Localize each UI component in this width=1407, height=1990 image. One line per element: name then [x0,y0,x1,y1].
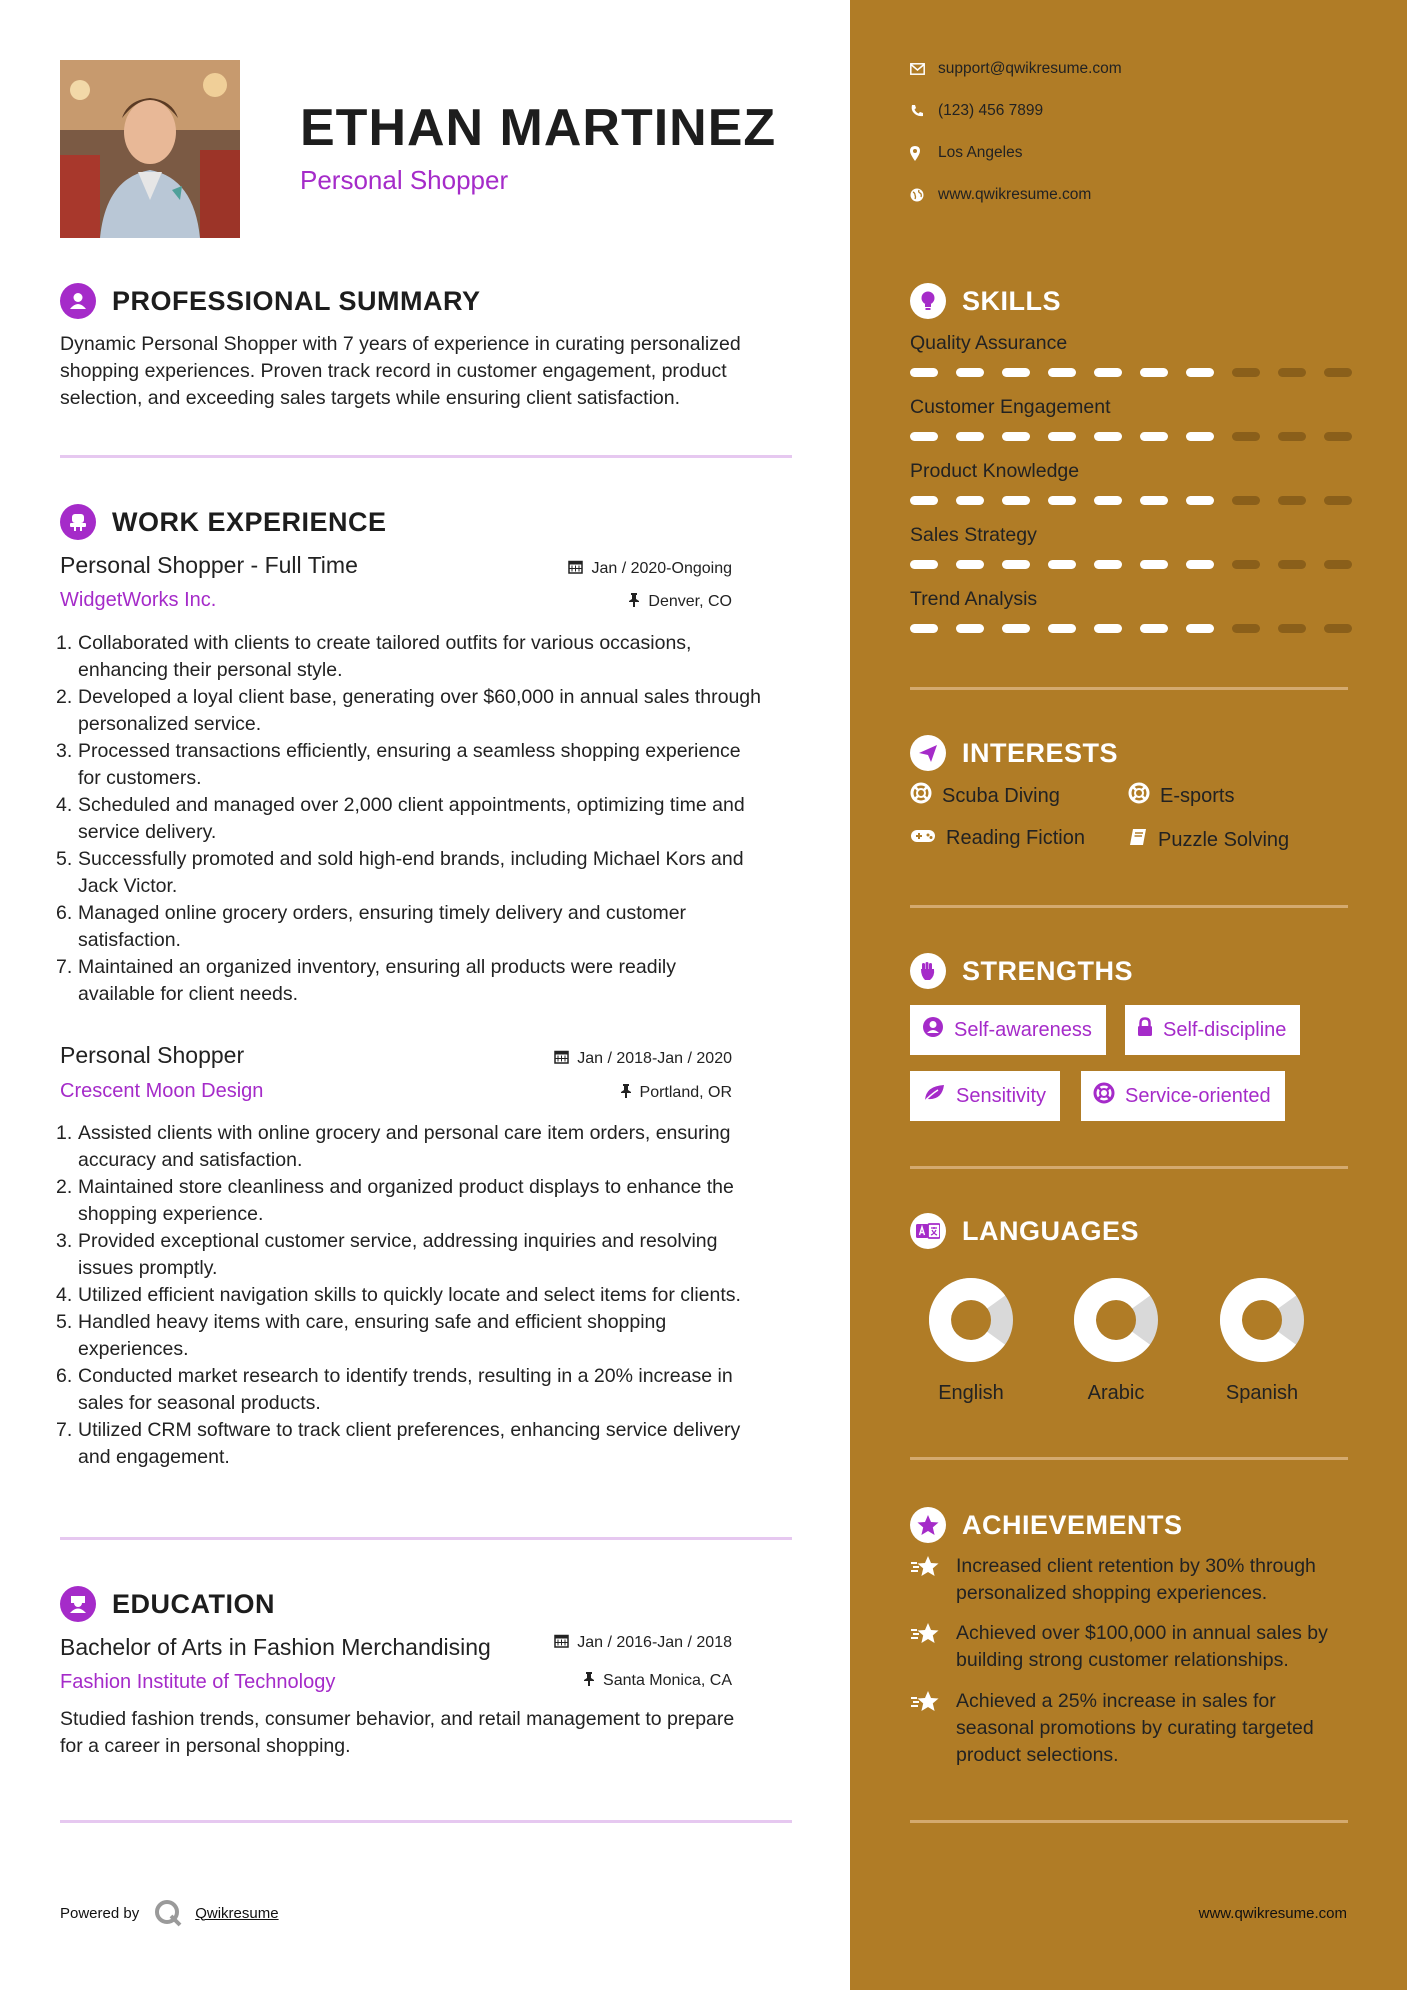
skill-dash-empty [1278,432,1306,441]
skill-dash-filled [956,624,984,633]
education-description [60,1706,800,1760]
skill-dash-filled [1048,560,1076,569]
translate-icon [910,1213,946,1249]
skill-dash-filled [1094,432,1122,441]
language-level-donut [928,1277,1014,1363]
skill-dash-filled [1186,496,1214,505]
job-dates [568,559,732,579]
paper-plane-icon [910,735,946,771]
skill-dash-filled [910,560,938,569]
job-dates-text: Jan / 2018-Jan / 2020 [577,1050,732,1067]
contact-email[interactable] [910,60,1122,78]
interest-label: Scuba Diving [942,784,1060,807]
education-dates [554,1633,732,1653]
skill-dash-filled [956,496,984,505]
contact-location [910,144,1022,162]
skill-dash-empty [1232,368,1260,377]
skill-dash-empty [1278,368,1306,377]
achievement-line: seasonal promotions by curating targeted [956,1717,1314,1739]
achievement-item [910,1620,1350,1674]
strength-label: Sensitivity [956,1084,1047,1107]
skill-name: Product Knowledge [910,460,1080,482]
lifebuoy-icon [910,782,932,810]
achievement-line: building strong customer relationships. [956,1649,1289,1671]
skill-dash-empty [1278,624,1306,633]
summary-line: selection, and exceeding sales targets while ensuring client satisfaction. [60,387,681,409]
language-name: English [938,1382,1004,1404]
job-dates [554,1049,732,1069]
skill-level-bar [910,368,1352,377]
skill-dash-filled [1002,560,1030,569]
contact-location-text: Los Angeles [938,144,1023,161]
candidate-role: Personal Shopper [300,165,509,195]
section-divider [60,1537,792,1540]
job-duties-list [56,630,800,1008]
calendar-icon [554,1049,569,1069]
skills-title: SKILLS [962,285,1062,316]
company-name: Crescent Moon Design [60,1080,264,1102]
pin-icon [628,592,640,612]
list-item: 6. Conducted market research to identify trends, resulting in a 20% increase in sales for seasonal products. [56,1365,733,1414]
skill-dash-filled [1002,496,1030,505]
achievement-line: Achieved over $100,000 in annual sales by [956,1622,1328,1644]
interest-label: Reading Fiction [946,827,1085,849]
graduate-icon [60,1586,96,1622]
contact-website[interactable] [910,186,1091,204]
skill-dash-filled [956,560,984,569]
skill-dash-filled [956,432,984,441]
interests-heading [910,735,1118,771]
skill-dash-filled [1140,560,1168,569]
powered-by [60,1898,279,1928]
contact-email-text[interactable]: support@qwikresume.com [938,60,1122,77]
skill-dash-empty [1232,496,1260,505]
education-line: Studied fashion trends, consumer behavior, and retail management to prepare [60,1708,735,1730]
skill-dash-empty [1324,368,1352,377]
achievement-line: product selections. [956,1744,1119,1766]
skill-dash-filled [1186,368,1214,377]
list-item: 6. Managed online grocery orders, ensuring timely delivery and customer satisfaction. [56,902,687,951]
company-name: WidgetWorks Inc. [60,589,217,611]
footer-website[interactable]: www.qwikresume.com [1198,1905,1347,1922]
education-title: EDUCATION [112,1588,275,1619]
list-item: 4. Scheduled and managed over 2,000 client appointments, optimizing time and service delivery. [56,794,745,843]
list-item: 2. Developed a loyal client base, generating over $60,000 in annual sales through personalized service. [56,686,761,735]
interest-item [1128,827,1289,853]
strength-chip [1081,1071,1285,1121]
skill-dash-filled [910,432,938,441]
skill-dash-filled [956,368,984,377]
section-divider [60,1820,792,1823]
list-item: 5. Handled heavy items with care, ensuring safe and efficient shopping experiences. [56,1311,667,1360]
gamepad-icon [910,827,936,850]
profile-photo [60,60,240,238]
powered-by-label: Powered by [60,1904,140,1922]
skill-dash-empty [1278,560,1306,569]
languages-heading [910,1213,1139,1249]
language-name: Arabic [1087,1382,1145,1404]
achievement-star-icon [910,1620,956,1674]
achievements-title: ACHIEVEMENTS [962,1509,1183,1540]
calendar-icon [554,1633,569,1653]
skill-dash-filled [1140,432,1168,441]
strengths-heading [910,953,1133,989]
sidebar-divider [910,687,1348,690]
sidebar-divider [910,1457,1348,1460]
education-line: for a career in personal shopping. [60,1735,351,1757]
fist-icon [910,953,946,989]
achievement-line: Increased client retention by 30% through [956,1555,1316,1577]
skill-dash-empty [1324,496,1352,505]
achievement-item [910,1688,1350,1769]
skills-heading [910,283,1061,319]
skill-dash-filled [1002,432,1030,441]
job-title: Personal Shopper - Full Time [60,552,358,578]
skill-dash-filled [1002,368,1030,377]
skill-dash-empty [1324,624,1352,633]
achievement-item [910,1553,1350,1607]
briefcase-icon [60,504,96,540]
list-item: 4. Utilized efficient navigation skills to quickly locate and select items for clients. [56,1284,741,1306]
skill-dash-filled [1048,432,1076,441]
skill-dash-empty [1232,432,1260,441]
skill-dash-empty [1232,560,1260,569]
education-location-text: Santa Monica, CA [603,1672,732,1689]
skill-dash-empty [1324,560,1352,569]
list-item: 7. Utilized CRM software to track client preferences, enhancing service delivery and engagement. [56,1419,741,1468]
degree-title: Bachelor of Arts in Fashion Merchandising [60,1634,491,1660]
book-icon [1128,827,1148,853]
education-location [583,1671,732,1691]
list-item: 1. Assisted clients with online grocery and personal care item orders, ensuring accuracy and satisfaction. [56,1122,731,1171]
candidate-name: ETHAN MARTINEZ [300,99,777,157]
list-item: 3. Processed transactions efficiently, ensuring a seamless shopping experience for customers. [56,740,741,789]
lifebuoy-icon [1128,782,1150,810]
job-location-text: Denver, CO [648,593,732,610]
interest-label: E-sports [1160,784,1235,807]
skill-level-bar [910,432,1352,441]
user-circle-icon [922,1016,944,1044]
work-heading [60,504,387,540]
interests-title: INTERESTS [962,737,1119,768]
summary-title: PROFESSIONAL SUMMARY [112,285,481,316]
lifebuoy-icon [1093,1082,1115,1110]
job-dates-text: Jan / 2020-Ongoing [591,560,732,577]
skill-level-bar [910,496,1352,505]
summary-line: shopping experiences. Proven track record in customer engagement, product [60,360,727,382]
skill-level-bar [910,624,1352,633]
list-item: 7. Maintained an organized inventory, ensuring all products were readily available for client needs. [56,956,676,1005]
skill-name: Trend Analysis [910,588,1038,610]
language-level-donut [1219,1277,1305,1363]
language-name: Spanish [1225,1382,1299,1404]
skill-dash-filled [1140,368,1168,377]
strength-chip [910,1071,1060,1121]
skill-dash-empty [1324,432,1352,441]
list-item: 1. Collaborated with clients to create tailored outfits for various occasions, enhancing their personal style. [56,632,692,681]
job-location [620,1083,732,1103]
strength-label: Self-discipline [1163,1018,1287,1041]
interest-item [910,827,1085,850]
contact-phone[interactable] [910,102,1043,120]
achievements-heading [910,1507,1183,1543]
language-level-donut [1073,1277,1159,1363]
skill-dash-filled [910,368,938,377]
skill-dash-filled [1048,624,1076,633]
section-divider [60,455,792,458]
strength-label: Service-oriented [1125,1084,1271,1107]
summary-text [60,331,800,412]
skill-name: Customer Engagement [910,396,1111,418]
strengths-title: STRENGTHS [962,955,1134,986]
skill-dash-filled [1094,496,1122,505]
achievement-line: personalized shopping experiences. [956,1582,1268,1604]
skill-dash-empty [1232,624,1260,633]
achievement-star-icon [910,1688,956,1769]
school-name: Fashion Institute of Technology [60,1671,336,1693]
sidebar-divider [910,905,1348,908]
job-title: Personal Shopper [60,1042,245,1068]
education-heading [60,1586,275,1622]
job-location-text: Portland, OR [639,1084,732,1101]
achievement-star-icon [910,1553,956,1607]
job-duties-list [56,1120,800,1471]
list-item: 5. Successfully promoted and sold high-end brands, including Michael Kors and Jack Victor. [56,848,744,897]
pin-icon [620,1083,632,1103]
strength-chip [1125,1005,1300,1055]
skill-dash-empty [1278,496,1306,505]
qwikresume-link[interactable]: Qwikresume [195,1904,279,1922]
skill-name: Quality Assurance [910,332,1068,354]
interest-item [910,782,1060,810]
interest-label: Puzzle Solving [1158,828,1290,851]
contact-phone-text[interactable]: (123) 456 7899 [938,102,1044,119]
globe-icon [910,188,938,202]
skill-dash-filled [1094,368,1122,377]
summary-heading [60,283,481,319]
user-icon [60,283,96,319]
skill-dash-filled [1140,496,1168,505]
skill-dash-filled [1140,624,1168,633]
lock-icon [1137,1017,1153,1043]
skill-name: Sales Strategy [910,524,1037,546]
calendar-icon [568,559,583,579]
work-title: WORK EXPERIENCE [112,506,387,537]
list-item: 2. Maintained store cleanliness and organized product displays to enhance the shopping experience. [56,1176,734,1225]
list-item: 3. Provided exceptional customer service, addressing inquiries and resolving issues promptly. [56,1230,718,1279]
star-badge-icon [910,1507,946,1543]
strength-chip [910,1005,1106,1055]
skill-level-bar [910,560,1352,569]
skill-dash-filled [1094,624,1122,633]
skill-dash-filled [910,496,938,505]
map-pin-icon [910,146,938,161]
skill-dash-filled [1094,560,1122,569]
qwikresume-logo-icon [153,1898,183,1928]
summary-line: Dynamic Personal Shopper with 7 years of experience in curating personalized [60,333,741,355]
leaf-icon [922,1083,946,1109]
sidebar-divider [910,1166,1348,1169]
job-location [628,592,732,612]
strength-label: Self-awareness [954,1018,1092,1041]
sidebar-divider [910,1820,1348,1823]
skill-dash-filled [1048,496,1076,505]
pin-icon [583,1671,595,1691]
contact-website-text[interactable]: www.qwikresume.com [938,186,1092,203]
skill-dash-filled [910,624,938,633]
skill-dash-filled [1186,560,1214,569]
interest-item [1128,782,1234,810]
phone-icon [910,104,938,118]
envelope-icon [910,63,938,75]
lightbulb-icon [910,283,946,319]
languages-title: LANGUAGES [962,1215,1140,1246]
skill-dash-filled [1186,432,1214,441]
skill-dash-filled [1186,624,1214,633]
skill-dash-filled [1048,368,1076,377]
achievement-line: Achieved a 25% increase in sales for [956,1690,1276,1712]
education-dates-text: Jan / 2016-Jan / 2018 [577,1634,732,1651]
skill-dash-filled [1002,624,1030,633]
